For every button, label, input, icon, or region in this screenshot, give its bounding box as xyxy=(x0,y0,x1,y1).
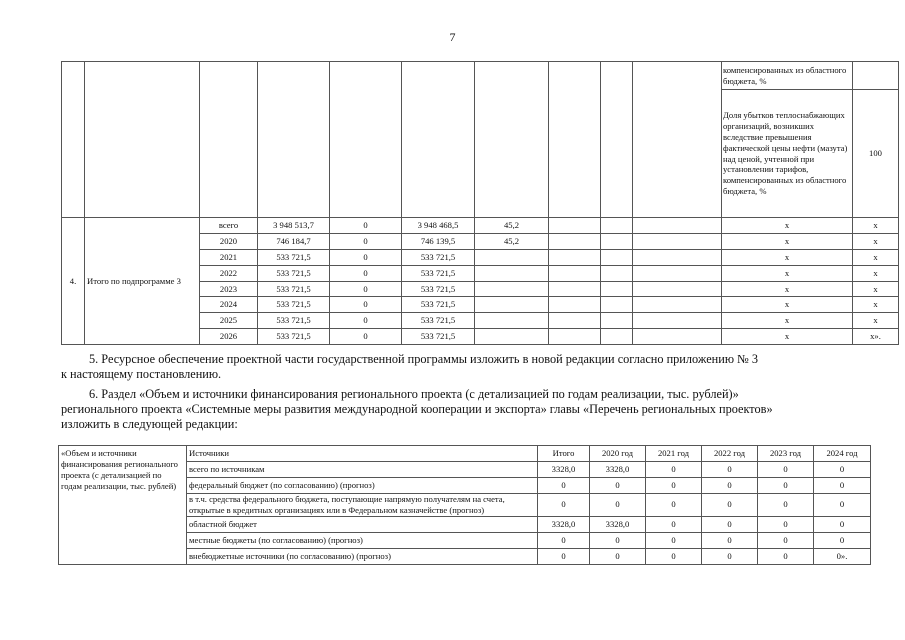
empty-cell xyxy=(633,329,722,345)
value-cell: 0 xyxy=(758,516,814,532)
value-cell: 0 xyxy=(702,494,758,517)
mark-cell: х xyxy=(853,233,899,249)
value-cell: 0 xyxy=(814,516,871,532)
section-label: «Объем и источники финансирования регионального проекта (с детализацией по годам реализации, тыс. рублей) xyxy=(59,446,187,565)
year-cell: 2024 xyxy=(200,297,258,313)
value-cell: 0 xyxy=(646,516,702,532)
regional-cell: 533 721,5 xyxy=(402,297,475,313)
total-cell: 533 721,5 xyxy=(258,297,330,313)
total-cell: 533 721,5 xyxy=(258,313,330,329)
total-cell: 3 948 513,7 xyxy=(258,218,330,234)
column-header: 2023 год xyxy=(758,446,814,462)
column-header: 2022 год xyxy=(702,446,758,462)
mark-cell: х xyxy=(853,281,899,297)
year-cell: всего xyxy=(200,218,258,234)
regional-cell: 533 721,5 xyxy=(402,249,475,265)
empty-cell xyxy=(601,281,633,297)
indicator-description: Доля убытков теплоснабжающих организаций, возникших вследствие превышения фактической цены нефти (мазута) над ценой, учтенной при установлении тарифов, компенсированных из областного бюджета, % xyxy=(722,90,853,218)
mark-cell: х xyxy=(722,313,853,329)
mark-cell: х xyxy=(853,297,899,313)
indicator-description: компенсированных из областного бюджета, % xyxy=(722,62,853,90)
empty-cell xyxy=(549,233,601,249)
year-row xyxy=(62,218,899,234)
mark-cell: х xyxy=(722,329,853,345)
value-cell: 0 xyxy=(538,494,590,517)
empty-cell xyxy=(601,329,633,345)
value-cell: 3328,0 xyxy=(590,462,646,478)
year-cell: 2025 xyxy=(200,313,258,329)
indicator-value: 100 xyxy=(853,90,899,218)
source-name: местные бюджеты (по согласованию) (прогноз) xyxy=(187,532,538,548)
empty-cell xyxy=(601,249,633,265)
regional-cell: 746 139,5 xyxy=(402,233,475,249)
other-cell xyxy=(475,329,549,345)
empty-cell xyxy=(549,313,601,329)
mark-cell: х xyxy=(853,249,899,265)
paragraph-6-line-1: 6. Раздел «Объем и источники финансирования регионального проекта (с детализацией по годам реализации, тыс. рублей)» xyxy=(89,387,739,401)
value-cell: 0 xyxy=(646,462,702,478)
empty-cell xyxy=(601,233,633,249)
federal-cell: 0 xyxy=(330,281,402,297)
row-number: 4. xyxy=(62,218,85,345)
value-cell: 3328,0 xyxy=(590,516,646,532)
value-cell: 0 xyxy=(702,548,758,564)
other-cell xyxy=(475,249,549,265)
source-name: в т.ч. средства федерального бюджета, поступающие напрямую получателям на счета, открытые в кредитных организациях или в Федеральном казначействе (прогноз) xyxy=(187,494,538,517)
empty-cell xyxy=(475,62,549,218)
value-cell: 0 xyxy=(758,548,814,564)
regional-cell: 533 721,5 xyxy=(402,265,475,281)
federal-cell: 0 xyxy=(330,313,402,329)
value-cell: 0 xyxy=(702,532,758,548)
paragraph-5-line-2: к настоящему постановлению. xyxy=(61,367,222,382)
value-cell: 0 xyxy=(814,478,871,494)
mark-cell: х». xyxy=(853,329,899,345)
value-cell: 0 xyxy=(590,478,646,494)
year-cell: 2022 xyxy=(200,265,258,281)
row-title: Итого по подпрограмме 3 xyxy=(85,218,200,345)
value-cell: 0 xyxy=(538,548,590,564)
empty-cell xyxy=(601,62,633,218)
column-header: Итого xyxy=(538,446,590,462)
empty-cell xyxy=(601,265,633,281)
regional-cell: 533 721,5 xyxy=(402,313,475,329)
other-cell xyxy=(475,313,549,329)
total-cell: 533 721,5 xyxy=(258,249,330,265)
value-cell: 0 xyxy=(758,462,814,478)
federal-cell: 0 xyxy=(330,218,402,234)
total-cell: 746 184,7 xyxy=(258,233,330,249)
value-cell: 0 xyxy=(646,478,702,494)
empty-cell xyxy=(549,281,601,297)
empty-cell xyxy=(549,249,601,265)
empty-cell xyxy=(633,265,722,281)
paragraph-6-line-2: регионального проекта «Системные меры развития международной кооперации и экспорта» главы «Перечень региональных проектов» xyxy=(61,402,773,417)
year-cell: 2020 xyxy=(200,233,258,249)
federal-cell: 0 xyxy=(330,265,402,281)
source-name: всего по источникам xyxy=(187,462,538,478)
empty-cell xyxy=(549,218,601,234)
empty-cell xyxy=(601,297,633,313)
empty-cell xyxy=(258,62,330,218)
empty-cell xyxy=(85,62,200,218)
value-cell: 0 xyxy=(646,494,702,517)
column-header: Источники xyxy=(187,446,538,462)
value-cell: 3328,0 xyxy=(538,516,590,532)
value-cell: 0 xyxy=(590,548,646,564)
total-cell: 533 721,5 xyxy=(258,281,330,297)
empty-cell xyxy=(601,313,633,329)
page-number: 7 xyxy=(449,30,456,44)
paragraph-6-line-3: изложить в следующей редакции: xyxy=(61,417,238,432)
funding-sources-table xyxy=(58,445,871,565)
federal-cell: 0 xyxy=(330,233,402,249)
paragraph-5 xyxy=(61,352,875,382)
other-cell xyxy=(475,297,549,313)
value-cell: 0 xyxy=(814,494,871,517)
total-cell: 533 721,5 xyxy=(258,329,330,345)
value-cell: 0 xyxy=(758,532,814,548)
empty-cell xyxy=(549,329,601,345)
column-header: 2024 год xyxy=(814,446,871,462)
value-cell: 0 xyxy=(538,478,590,494)
mark-cell: х xyxy=(722,297,853,313)
mark-cell: х xyxy=(853,218,899,234)
empty-cell xyxy=(633,313,722,329)
value-cell: 0 xyxy=(702,516,758,532)
year-cell: 2021 xyxy=(200,249,258,265)
empty-cell xyxy=(633,249,722,265)
empty-cell xyxy=(330,62,402,218)
mark-cell: х xyxy=(722,218,853,234)
other-cell: 45,2 xyxy=(475,218,549,234)
value-cell: 0 xyxy=(758,494,814,517)
header-row xyxy=(59,446,871,462)
column-header: 2020 год xyxy=(590,446,646,462)
value-cell: 0 xyxy=(590,494,646,517)
empty-cell xyxy=(200,62,258,218)
subprogram-table xyxy=(61,61,899,345)
value-cell: 0 xyxy=(758,478,814,494)
empty-cell xyxy=(402,62,475,218)
continuation-row xyxy=(62,62,899,90)
federal-cell: 0 xyxy=(330,249,402,265)
other-cell: 45,2 xyxy=(475,233,549,249)
value-cell: 0 xyxy=(538,532,590,548)
year-cell: 2023 xyxy=(200,281,258,297)
empty-cell xyxy=(549,62,601,218)
regional-cell: 533 721,5 xyxy=(402,281,475,297)
value-cell: 3328,0 xyxy=(538,462,590,478)
empty-cell xyxy=(549,265,601,281)
other-cell xyxy=(475,281,549,297)
mark-cell: х xyxy=(853,313,899,329)
paragraph-5-line-1: 5. Ресурсное обеспечение проектной части государственной программы изложить в новой редакции согласно приложению № 3 xyxy=(89,352,759,366)
value-cell: 0 xyxy=(646,532,702,548)
year-cell: 2026 xyxy=(200,329,258,345)
regional-cell: 3 948 468,5 xyxy=(402,218,475,234)
empty-cell xyxy=(633,297,722,313)
regional-cell: 533 721,5 xyxy=(402,329,475,345)
empty-cell xyxy=(62,62,85,218)
empty-cell xyxy=(633,233,722,249)
indicator-value xyxy=(853,62,899,90)
column-header: 2021 год xyxy=(646,446,702,462)
value-cell: 0 xyxy=(814,532,871,548)
value-cell: 0». xyxy=(814,548,871,564)
federal-cell: 0 xyxy=(330,297,402,313)
value-cell: 0 xyxy=(702,462,758,478)
empty-cell xyxy=(633,218,722,234)
empty-cell xyxy=(633,281,722,297)
value-cell: 0 xyxy=(646,548,702,564)
value-cell: 0 xyxy=(814,462,871,478)
source-name: областной бюджет xyxy=(187,516,538,532)
value-cell: 0 xyxy=(702,478,758,494)
total-cell: 533 721,5 xyxy=(258,265,330,281)
other-cell xyxy=(475,265,549,281)
mark-cell: х xyxy=(853,265,899,281)
mark-cell: х xyxy=(722,265,853,281)
paragraph-6 xyxy=(61,387,875,433)
mark-cell: х xyxy=(722,249,853,265)
value-cell: 0 xyxy=(590,532,646,548)
federal-cell: 0 xyxy=(330,329,402,345)
empty-cell xyxy=(601,218,633,234)
empty-cell xyxy=(633,62,722,218)
mark-cell: х xyxy=(722,281,853,297)
mark-cell: х xyxy=(722,233,853,249)
source-name: внебюджетные источники (по согласованию) (прогноз) xyxy=(187,548,538,564)
empty-cell xyxy=(549,297,601,313)
source-name: федеральный бюджет (по согласованию) (прогноз) xyxy=(187,478,538,494)
